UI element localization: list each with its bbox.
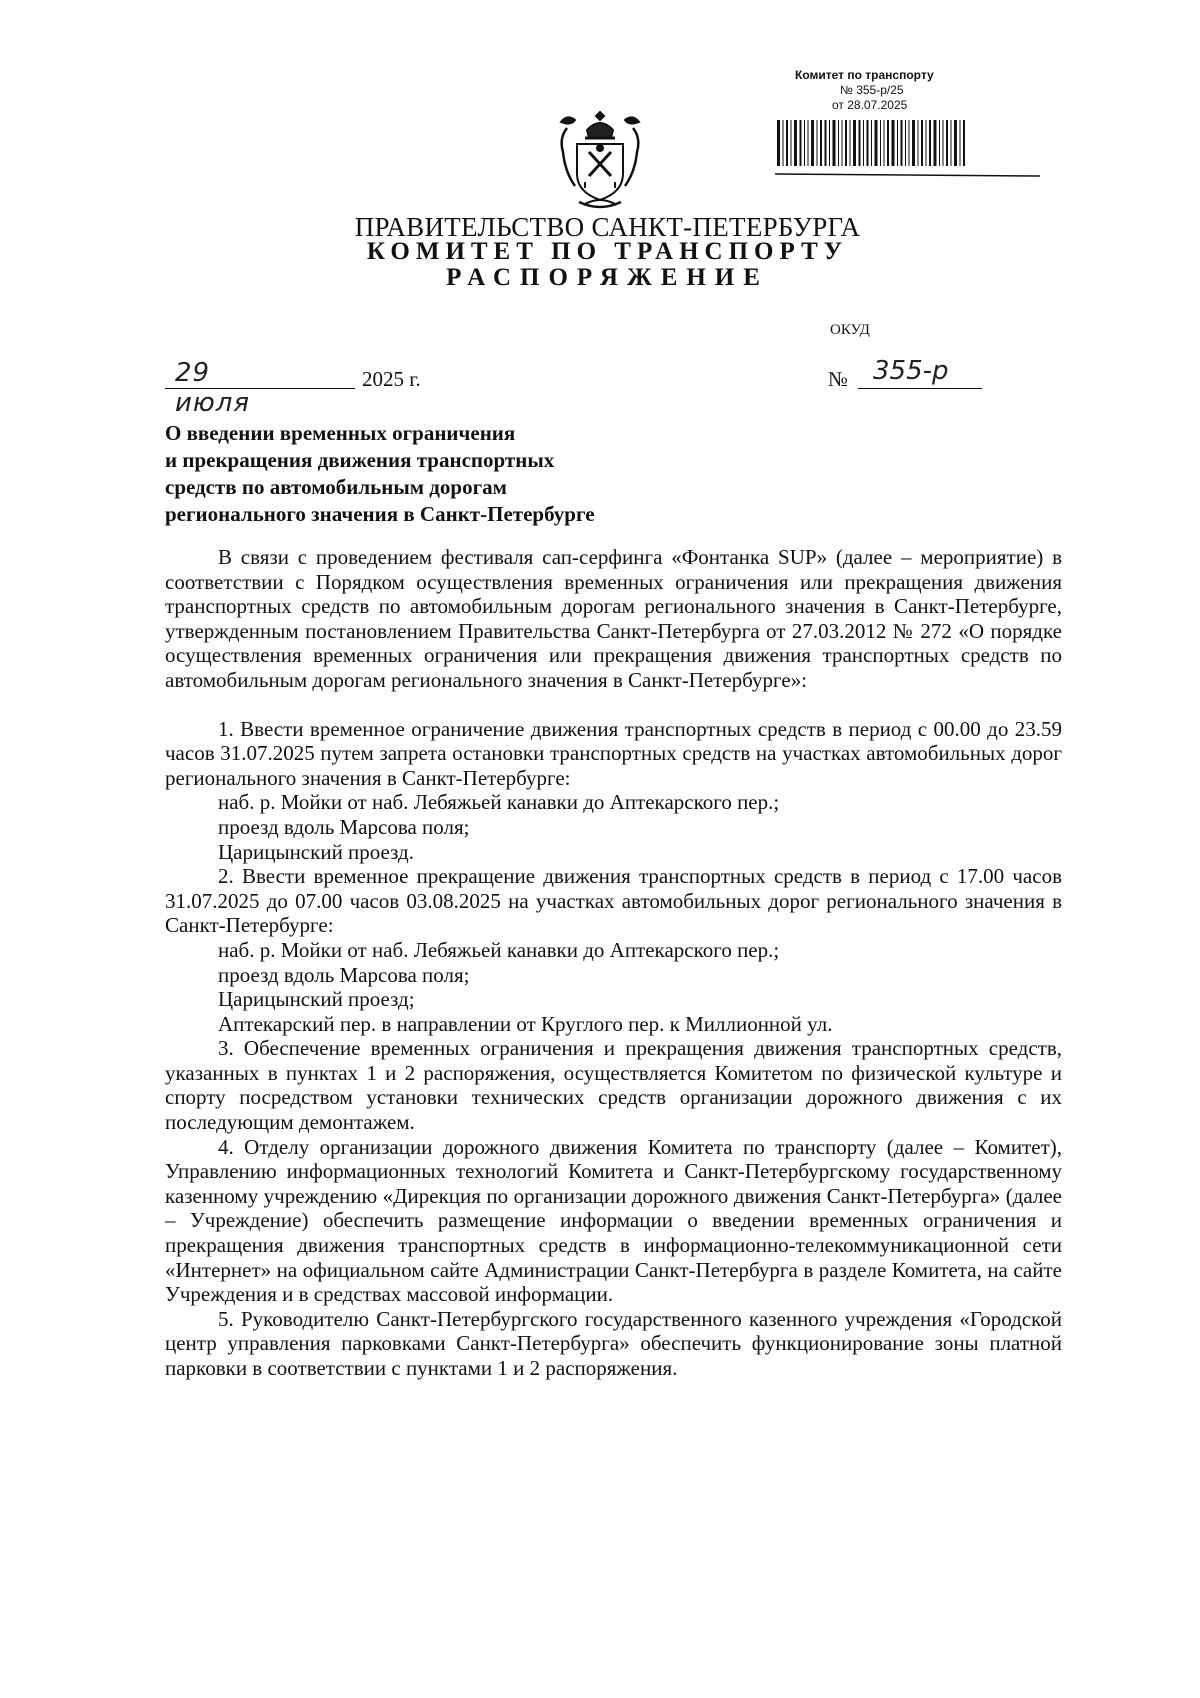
item-4-paragraph: 4. Отделу организации дорожного движения Комитета по транспорту (далее – Комитет), Управлению информационных технологий Комитета и Санкт-Петербургскому государственному казенному учреждению «Дирекция по организации дорожного движения Санкт-Петербурга» (далее – Учреждение) обеспечить размещение информации о введении временных ограничения и прекращения движения транспортных средств в информационно-телекоммуникационной сети «Интернет» на официальном сайте Администрации Санкт-Петербурга в разделе Комитета, на сайте Учреждения и в средствах массовой информации. <box>165 1134 1062 1307</box>
item-2-paragraph: 2. Ввести временное прекращение движения транспортных средств в период с 17.00 часов 31.07.2025 до 07.00 часов 03.08.2025 на участках автомобильных дорог регионального значения в Санкт-Петербурге: <box>165 864 1062 938</box>
stamp-number: № 355-р/25 <box>840 83 904 97</box>
coat-of-arms-emblem <box>555 108 645 212</box>
title-line: О введении временных ограничения <box>165 421 516 445</box>
item-3-paragraph: 3. Обеспечение временных ограничения и прекращения движения транспортных средств, указанных в пунктах 1 и 2 распоряжения, осуществляется Комитетом по физической культуре и спорту посредством установки технических средств организации дорожного движения с их последующим демонтажем. <box>165 1036 1062 1135</box>
document-type-header: РАСПОРЯЖЕНИЕ <box>446 264 769 291</box>
road-list-item: наб. р. Мойки от наб. Лебяжьей канавки до Аптекарского пер.; <box>218 937 780 962</box>
committee-header: КОМИТЕТ ПО ТРАНСПОРТУ <box>366 238 849 265</box>
road-list-item: наб. р. Мойки от наб. Лебяжьей канавки до Аптекарского пер.; <box>218 790 780 815</box>
barcode <box>775 118 1045 180</box>
number-sign: № <box>828 367 849 391</box>
road-list-item: Царицынский проезд; <box>218 987 415 1012</box>
road-list-item: проезд вдоль Марсова поля; <box>218 814 470 839</box>
document-body <box>165 545 1062 1381</box>
registration-stamp <box>795 68 1055 113</box>
okud-label: ОКУД <box>830 322 870 338</box>
item-5-paragraph: 5. Руководителю Санкт-Петербургского государственного казенного учреждения «Городской центр управления парковками Санкт-Петербурга» обеспечить функционирование зоны платной парковки в соответствии с пунктами 1 и 2 распоряжения. <box>165 1306 1062 1380</box>
road-list-item: Аптекарский пер. в направлении от Круглого пер. к Миллионной ул. <box>218 1011 833 1036</box>
number-underline <box>858 388 982 389</box>
date-underline <box>165 388 355 389</box>
date-year: 2025 г. <box>362 367 421 391</box>
date-handwritten: 29 июля <box>175 358 251 418</box>
road-list-item: Царицынский проезд. <box>218 839 414 864</box>
title-line: средств по автомобильным дорогам <box>165 475 507 499</box>
title-line: регионального значения в Санкт-Петербурге <box>165 502 595 526</box>
stamp-date: от 28.07.2025 <box>832 98 908 112</box>
road-list-item: проезд вдоль Марсова поля; <box>218 962 470 987</box>
stamp-organization: Комитет по транспорту <box>795 68 934 82</box>
item-1-paragraph: 1. Ввести временное ограничение движения транспортных средств в период с 00.00 до 23.59 часов 31.07.2025 путем запрета остановки транспортных средств на участках автомобильных дорог регионального значения в Санкт-Петербурге: <box>165 716 1062 790</box>
preamble-paragraph: В связи с проведением фестиваля сап-серфинга «Фонтанка SUP» (далее – мероприятие) в соответствии с Порядком осуществления временных ограничения или прекращения движения транспортных средств по автомобильным дорогам регионального значения в Санкт-Петербурге, утвержденным постановлением Правительства Санкт-Петербурга от 27.03.2012 № 272 «О порядке осуществления временных ограничения или прекращения движения транспортных средств по автомобильным дорогам регионального значения в Санкт-Петербурге»: <box>165 545 1062 692</box>
title-line: и прекращения движения транспортных <box>165 448 555 472</box>
document-title <box>165 420 785 528</box>
number-handwritten: 355-р <box>873 356 949 386</box>
document-number <box>828 358 988 392</box>
government-header: ПРАВИТЕЛЬСТВО САНКТ-ПЕТЕРБУРГА <box>354 212 861 242</box>
